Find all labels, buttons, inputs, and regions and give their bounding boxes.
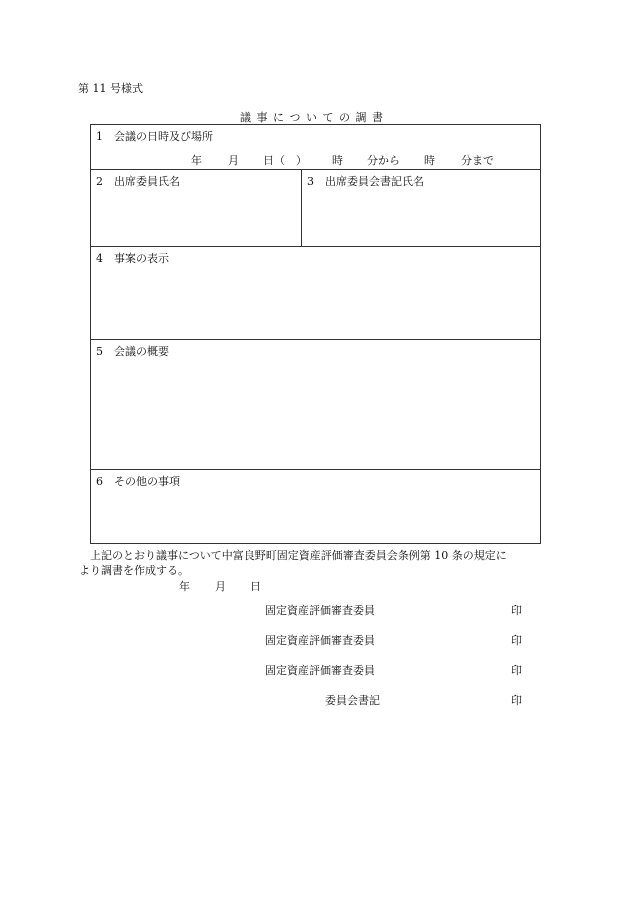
section-5-box <box>90 339 541 470</box>
section-4-label: 4 事案の表示 <box>96 252 169 265</box>
datetime-day: 日（ ） <box>263 154 307 167</box>
signature-role-2: 固定資産評価審査委員 <box>265 634 375 647</box>
section-3-label: 3 出席委員会書記氏名 <box>307 175 424 188</box>
footer-text-line-2: より調書を作成する。 <box>79 564 189 577</box>
section-6-label: 6 その他の事項 <box>96 475 180 488</box>
datetime-month: 月 <box>228 154 239 167</box>
section-4-box <box>90 246 541 340</box>
section-1-label: 1 会議の日時及び場所 <box>96 130 213 143</box>
signature-role-1: 固定資産評価審査委員 <box>265 604 375 617</box>
form-number: 第 11 号様式 <box>78 82 143 95</box>
footer-date-year: 年 <box>179 580 190 593</box>
footer-text-line-1: 上記のとおり議事について中富良野町固定資産評価審査委員会条例第 10 条の規定に <box>90 549 507 562</box>
seal-mark-2: 印 <box>511 634 522 647</box>
document-title: 議 事 に つ い て の 調 書 <box>240 111 384 124</box>
signature-role-3: 固定資産評価審査委員 <box>265 664 375 677</box>
section-divider <box>301 170 302 246</box>
datetime-year: 年 <box>191 154 202 167</box>
seal-mark-1: 印 <box>511 604 522 617</box>
seal-mark-3: 印 <box>511 664 522 677</box>
footer-date-day: 日 <box>250 580 261 593</box>
datetime-until: 分まで <box>461 154 494 167</box>
section-2-3-box <box>90 169 541 247</box>
datetime-from: 分から <box>367 154 400 167</box>
seal-mark-4: 印 <box>511 694 522 707</box>
datetime-hour: 時 <box>332 154 343 167</box>
section-2-label: 2 出席委員氏名 <box>96 175 180 188</box>
datetime-hour-end: 時 <box>424 154 435 167</box>
signature-role-4: 委員会書記 <box>325 694 380 707</box>
section-1-box <box>90 124 541 170</box>
footer-date-month: 月 <box>215 580 226 593</box>
section-5-label: 5 会議の概要 <box>96 345 169 358</box>
section-6-box <box>90 469 541 544</box>
